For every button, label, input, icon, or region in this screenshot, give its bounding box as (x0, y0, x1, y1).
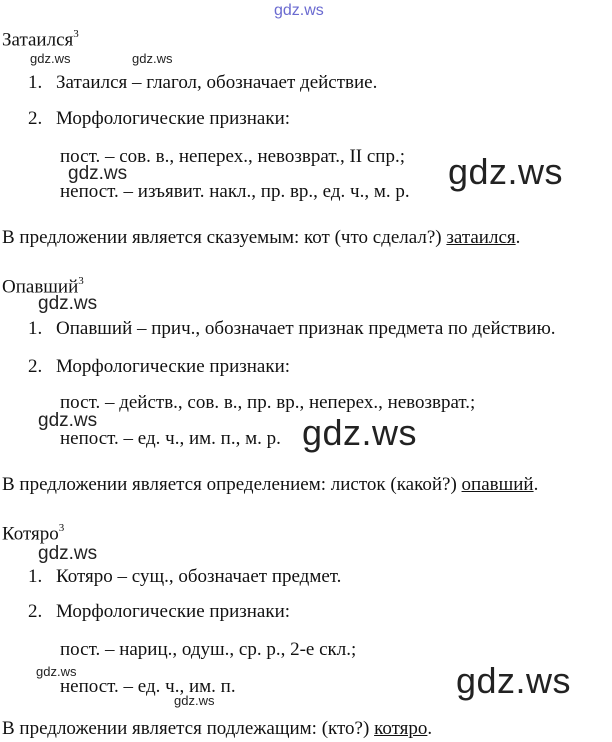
watermark: gdz.ws (68, 163, 128, 184)
nonconstant-features: непост. – ед. ч., им. п., м. р. (60, 428, 281, 449)
heading-superscript: 3 (73, 28, 79, 40)
heading-text: Опавший (2, 276, 79, 298)
word-heading (2, 24, 79, 51)
watermark: gdz.ws (38, 410, 98, 431)
watermark: gdz.ws (38, 293, 98, 314)
sentence-text: В предложении является определением: листок (какой?) (2, 474, 462, 495)
heading-text: Котяро (2, 523, 59, 545)
list-item: Морфологические признаки: (56, 108, 291, 129)
sentence-word: затаился (446, 227, 516, 248)
list-item: Котяро – сущ., обозначает предмет. (56, 566, 342, 587)
heading-superscript: 3 (58, 522, 65, 534)
sentence-word: котяро (374, 718, 428, 739)
sentence-text: В предложении является сказуемым: кот (что сделал?) (2, 227, 447, 248)
sentence-end: . (533, 474, 539, 495)
constant-features: пост. – действ., сов. в., пр. вр., неперех., невозврат.; (60, 392, 476, 413)
list-number: 2. (28, 108, 43, 129)
sentence-text: В предложении является подлежащим: (кто?) (2, 718, 375, 739)
watermark: gdz.ws (302, 412, 418, 453)
word-heading (2, 518, 64, 545)
watermark: gdz.ws (30, 51, 71, 66)
list-number: 2. (28, 356, 43, 377)
sentence-role (2, 718, 432, 740)
constant-features: пост. – сов. в., неперех., невозврат., II спр.; (60, 146, 405, 167)
watermark: gdz.ws (36, 664, 77, 679)
watermark: gdz.ws (38, 543, 98, 564)
sentence-role (2, 474, 538, 496)
sentence-role (2, 227, 520, 249)
list-item: Морфологические признаки: (56, 356, 291, 377)
list-item: Морфологические признаки: (56, 601, 291, 622)
heading-superscript: 3 (78, 275, 84, 287)
watermark: gdz.ws (174, 693, 215, 708)
sentence-word: опавший (461, 474, 534, 495)
list-number: 1. (28, 318, 43, 339)
watermark-top: gdz.ws (274, 2, 324, 19)
sentence-end: . (515, 227, 521, 248)
watermark: gdz.ws (132, 51, 173, 66)
heading-text: Затаился (2, 29, 74, 51)
list-number: 1. (28, 566, 43, 587)
nonconstant-features: непост. – изъявит. накл., пр. вр., ед. ч., м. р. (60, 181, 410, 202)
list-item: Опавший – прич., обозначает признак предмета по действию. (56, 318, 556, 339)
constant-features: пост. – нариц., одуш., ср. р., 2-е скл.; (60, 639, 357, 660)
watermark: gdz.ws (456, 660, 572, 701)
nonconstant-features: непост. – ед. ч., им. п. (60, 676, 236, 697)
list-item: Затаился – глагол, обозначает действие. (56, 72, 378, 93)
sentence-end: . (427, 718, 433, 739)
list-number: 2. (28, 601, 43, 622)
list-number: 1. (28, 72, 43, 93)
watermark: gdz.ws (448, 151, 564, 192)
